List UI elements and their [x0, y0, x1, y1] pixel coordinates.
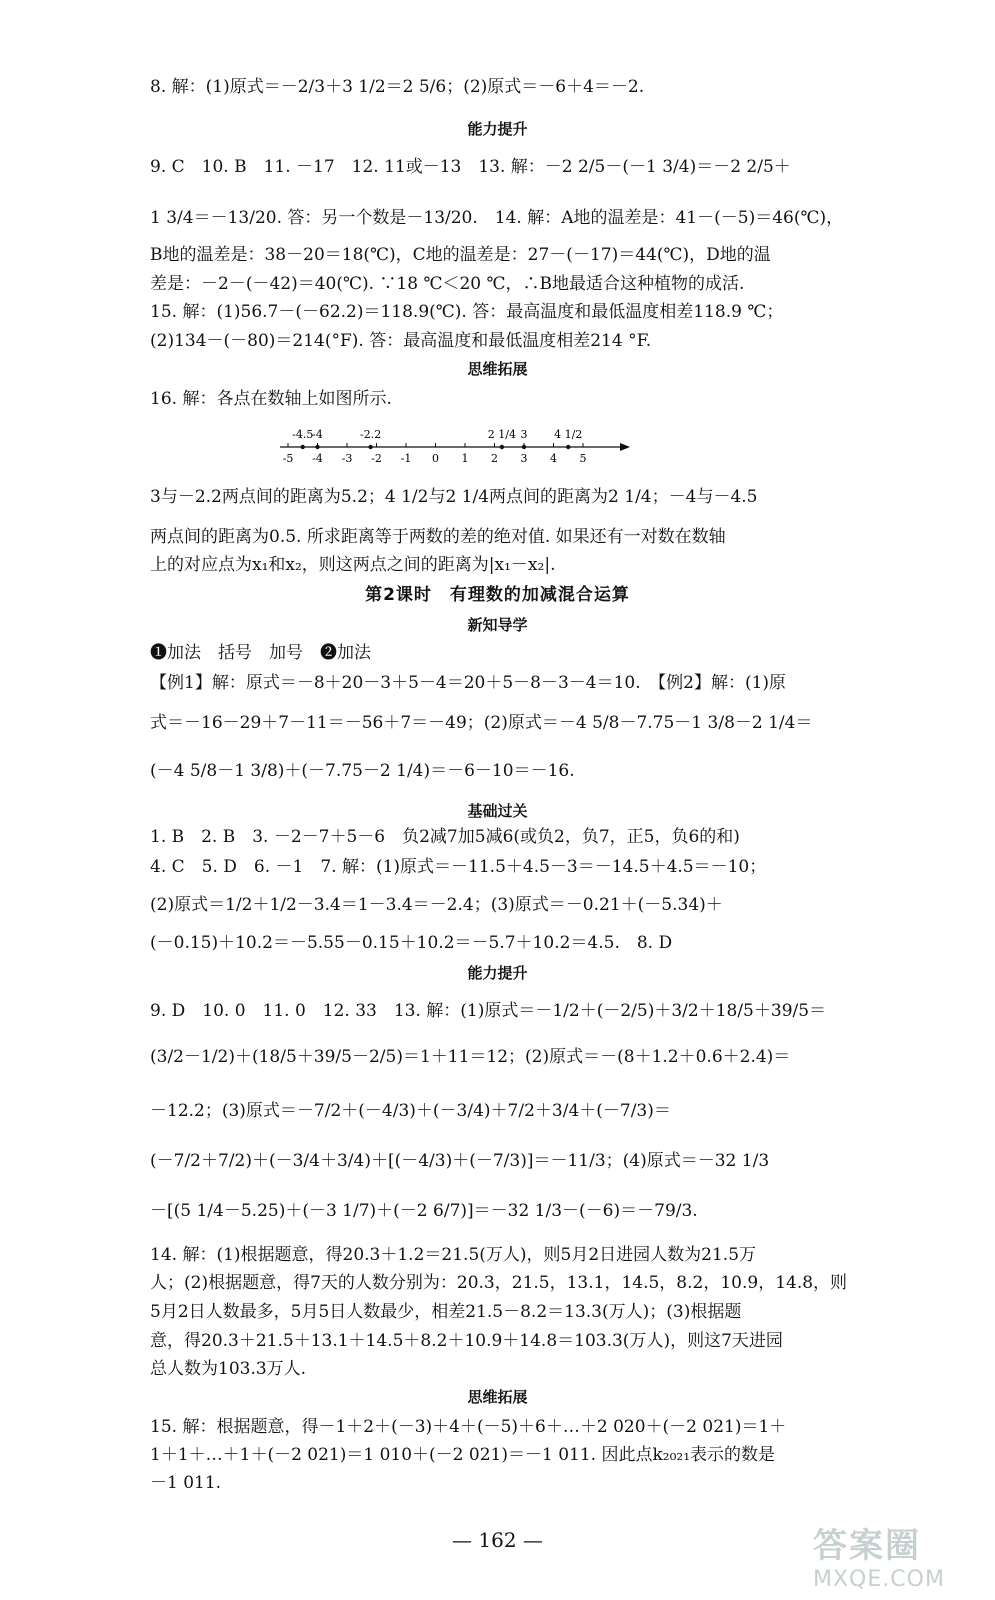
heading-basic: 基础过关 [467, 802, 528, 820]
answer-line-2: 9. C 10. B 11. －17 12. 11或－13 13. 解：－2 2/5－(－1 3/4)＝－2 2/5＋ [150, 157, 791, 177]
point-label: -2.2 [359, 428, 382, 441]
point-mark [301, 445, 305, 449]
answer-line-29: 总人数为103.3万人. [150, 1359, 307, 1379]
answer-line-23: (－7/2＋7/2)＋(－3/4＋3/4)＋[(－4/3)＋(－7/3)]＝－11/3；(4)原式＝－32 1/3 [150, 1151, 770, 1171]
answer-line-11: 上的对应点为x₁和x₂，则这两点之间的距离为|x₁－x₂|. [150, 555, 556, 575]
point-mark [522, 445, 526, 449]
page-number: — 162 — [452, 1528, 543, 1552]
answer-line-31: 1＋1＋…＋1＋(－2 021)＝1 010＋(－2 021)＝－1 011. 因此点k₂₀₂₁表示的数是 [150, 1445, 776, 1465]
answer-line-6: 15. 解：(1)56.7－(－62.2)＝118.9(℃). 答：最高温度和最低温度相差118.9 ℃； [150, 302, 784, 322]
answer-line-9: 3与－2.2两点间的距离为5.2；4 1/2与2 1/4两点间的距离为2 1/4；－4与－4.5 [150, 487, 758, 507]
tick-label: 1 [461, 452, 469, 465]
answer-line-25: 14. 解：(1)根据题意，得20.3＋1.2＝21.5(万人)，则5月2日进园人数为21.5万 [150, 1245, 757, 1265]
tick-label: 3 [520, 452, 528, 465]
answer-line-18: (2)原式＝1/2＋1/2－3.4＝1－3.4＝－2.4；(3)原式＝－0.21＋(－5.34)＋ [150, 895, 723, 915]
answer-line-24: －[(5 1/4－5.25)＋(－3 1/7)＋(－2 6/7)]＝－32 1/3－(－6)＝－79/3. [150, 1201, 698, 1221]
point-mark [500, 445, 504, 449]
answer-line-3: 1 3/4＝－13/20. 答：另一个数是－13/20. 14. 解：A地的温差是：41－(－5)＝46(℃)， [150, 208, 844, 228]
tick-label: 5 [579, 452, 587, 465]
number-line-arrow [620, 443, 630, 451]
tick-label: -3 [341, 452, 353, 465]
answer-line-10: 两点间的距离为0.5. 所求距离等于两数的差的绝对值. 如果还有一对数在数轴 [150, 527, 726, 547]
tick-label: -1 [400, 452, 412, 465]
lesson-subtitle: 第2课时 有理数的加减混合运算 [365, 585, 630, 605]
number-line-ticks [283, 443, 587, 465]
heading-thinking-2: 思维拓展 [467, 1388, 528, 1406]
point-mark [315, 445, 319, 449]
tick-label: 2 [491, 452, 498, 465]
answer-line-19: (－0.15)＋10.2＝－5.55－0.15＋10.2＝－5.7＋10.2＝4.5. 8. D [150, 933, 673, 953]
tick-label: -2 [371, 452, 382, 465]
point-mark [566, 445, 570, 449]
answer-line-32: －1 011. [150, 1473, 222, 1493]
tick-label: -5 [282, 452, 294, 465]
answer-line-30: 15. 解：根据题意，得－1＋2＋(－3)＋4＋(－5)＋6＋…＋2 020＋(－2 021)＝1＋ [150, 1417, 787, 1437]
answer-line-8: 16. 解：各点在数轴上如图所示. [150, 389, 392, 409]
answer-line-16: 1. B 2. B 3. －2－7＋5－6 负2减7加5减6(或负2，负7，正5，负6的和) [150, 827, 740, 847]
answer-line-14: 式＝－16－29＋7－11＝－56＋7＝－49；(2)原式＝－4 5/8－7.75－1 3/8－2 1/4＝ [150, 713, 813, 733]
heading-ability-1: 能力提升 [467, 120, 528, 138]
point-label: -4.5 [292, 428, 314, 441]
answer-line-20: 9. D 10. 0 11. 0 12. 33 13. 解：(1)原式＝－1/2＋(－2/5)＋3/2＋18/5＋39/5＝ [150, 1001, 827, 1021]
watermark-logo [813, 1518, 973, 1592]
heading-ability-2: 能力提升 [467, 964, 528, 982]
answer-line-13: 【例1】解：原式＝－8＋20－3＋5－4＝20＋5－8－3－4＝10. 【例2】解：(1)原 [150, 673, 787, 693]
answer-line-22: －12.2；(3)原式＝－7/2＋(－4/3)＋(－3/4)＋7/2＋3/4＋(－7/3)＝ [150, 1101, 671, 1121]
heading-new-knowledge: 新知导学 [467, 616, 528, 634]
answer-line-17: 4. C 5. D 6. －1 7. 解：(1)原式＝－11.5＋4.5－3＝－14.5＋4.5＝－10； [150, 857, 767, 877]
point-label: 2 1/4 [487, 428, 516, 441]
answer-line-5: 差是：－2－(－42)＝40(℃). ∵18 ℃＜20 ℃，∴B地最适合这种植物的成活. [150, 274, 745, 294]
watermark-title: 答案圈 [813, 1526, 921, 1566]
tick-label: -4 [312, 452, 323, 465]
point-label: 4 1/2 [554, 428, 583, 441]
point-mark [368, 445, 372, 449]
answer-line-12: ❶加法 括号 加号 ❷加法 [150, 643, 371, 663]
point-label: -4 [312, 428, 323, 441]
answer-line-1: 8. 解：(1)原式＝－2/3＋3 1/2＝2 5/6；(2)原式＝－6＋4＝－2. [150, 77, 645, 97]
heading-thinking-1: 思维拓展 [467, 360, 528, 378]
answer-line-21: (3/2－1/2)＋(18/5＋39/5－2/5)＝1＋11＝12；(2)原式＝－(8＋1.2＋0.6＋2.4)＝ [150, 1047, 791, 1067]
point-label: 3 [520, 428, 528, 441]
answer-line-15: (－4 5/8－1 3/8)＋(－7.75－2 1/4)＝－6－10＝－16. [150, 761, 575, 781]
watermark-url: MXQE.COM [813, 1567, 945, 1592]
number-line-points [292, 428, 582, 449]
number-line-figure [270, 412, 640, 470]
answer-line-4: B地的温差是：38－20＝18(℃)，C地的温差是：27－(－17)＝44(℃)，D地的温 [150, 245, 771, 265]
tick-label: 4 [550, 452, 557, 465]
answer-line-7: (2)134－(－80)＝214(°F). 答：最高温度和最低温度相差214 °F. [150, 331, 652, 351]
answer-line-26: 人；(2)根据题意，得7天的人数分别为：20.3，21.5，13.1，14.5，8.2，10.9，14.8，则 [150, 1273, 848, 1293]
answer-line-28: 意，得20.3＋21.5＋13.1＋14.5＋8.2＋10.9＋14.8＝103.3(万人)，则这7天进园 [150, 1331, 783, 1351]
tick-label: 0 [432, 452, 439, 465]
answer-line-27: 5月2日人数最多，5月5日人数最少，相差21.5－8.2＝13.3(万人)；(3)根据题 [150, 1302, 742, 1322]
